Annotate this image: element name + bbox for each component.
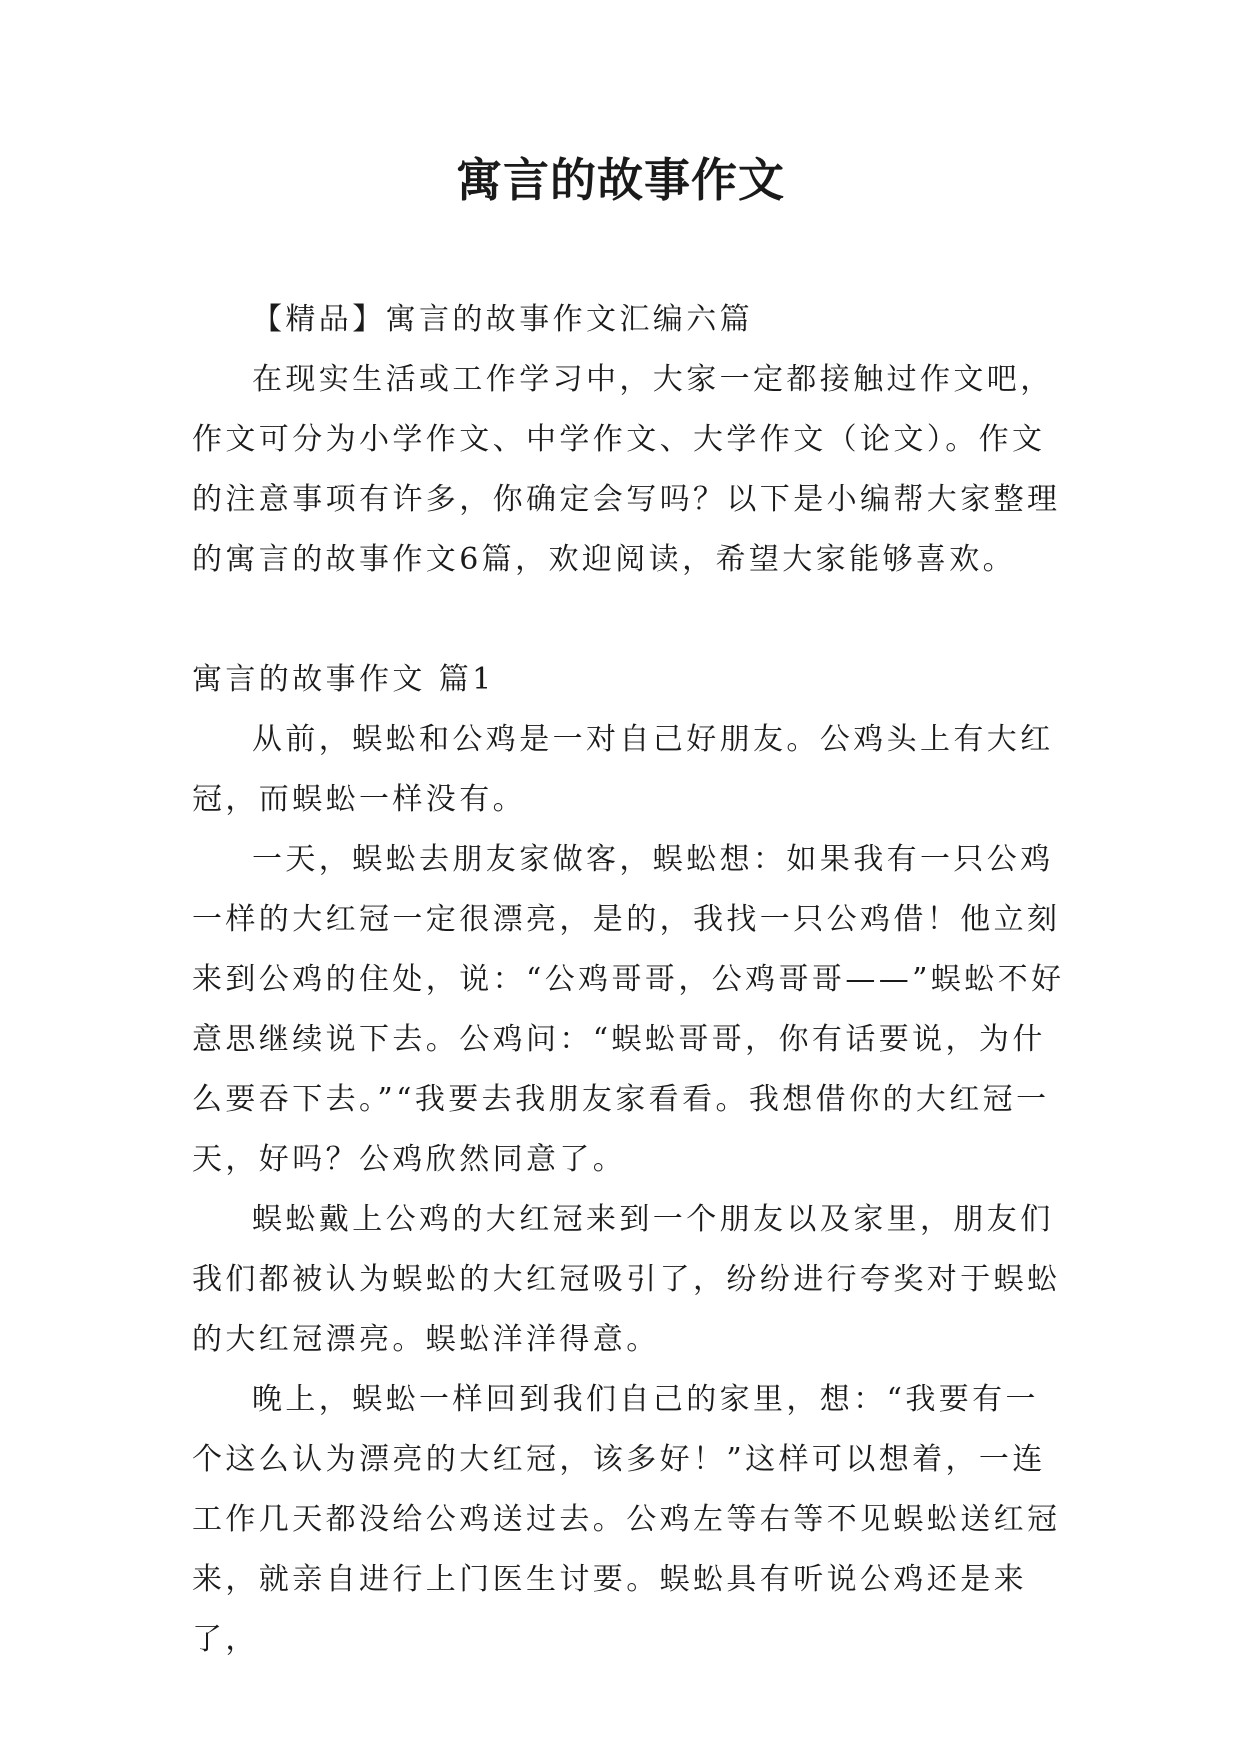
- intro-paragraph: 在现实生活或工作学习中，大家一定都接触过作文吧，作文可分为小学作文、中学作文、大学作文（论文）。作文的注意事项有许多，你确定会写吗？以下是小编帮大家整理的寓言的故事作文6篇，欢迎阅读，希望大家能够喜欢。: [192, 362, 1061, 577]
- story-paragraph: 一天，蜈蚣去朋友家做客，蜈蚣想：如果我有一只公鸡一样的大红冠一定很漂亮，是的，我找一只公鸡借！他立刻来到公鸡的住处，说：“公鸡哥哥，公鸡哥哥——”蜈蚣不好意思继续说下去。公鸡问：“蜈蚣哥哥，你有话要说，为什么要吞下去。”“我要去我朋友家看看。我想借你的大红冠一天，好吗？公鸡欣然同意了。: [192, 842, 1065, 1177]
- document-subtitle: 【精品】寓言的故事作文汇编六篇: [252, 302, 753, 337]
- story-paragraph: 晚上，蜈蚣一样回到我们自己的家里，想：“我要有一个这么认为漂亮的大红冠，该多好！”这样可以想着，一连工作几天都没给公鸡送过去。公鸡左等右等不见蜈蚣送红冠来，就亲自进行上门医生讨要。蜈蚣具有听说公鸡还是来了，: [192, 1382, 1061, 1657]
- story-paragraph: 蜈蚣戴上公鸡的大红冠来到一个朋友以及家里，朋友们我们都被认为蜈蚣的大红冠吸引了，纷纷进行夸奖对于蜈蚣的大红冠漂亮。蜈蚣洋洋得意。: [192, 1202, 1061, 1357]
- document-body: [192, 290, 1072, 1670]
- story-paragraph: 从前，蜈蚣和公鸡是一对自己好朋友。公鸡头上有大红冠，而蜈蚣一样没有。: [192, 722, 1054, 817]
- document-title: 寓言的故事作文: [456, 153, 785, 207]
- section-heading: 寓言的故事作文 篇1: [192, 662, 495, 697]
